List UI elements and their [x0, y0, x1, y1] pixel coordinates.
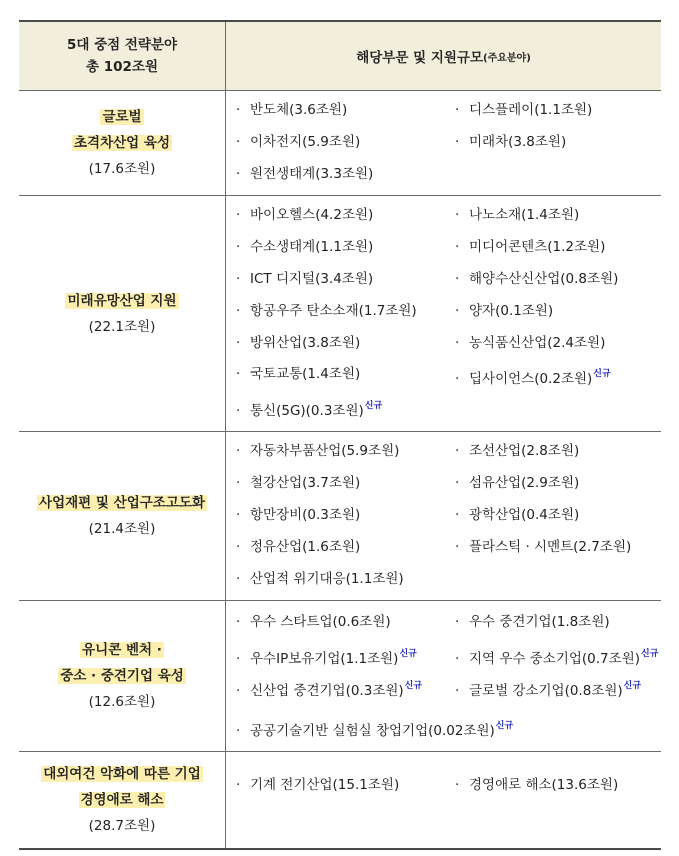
sector-label: 나노소재(1.4조원) — [469, 207, 580, 223]
strategy-table — [19, 20, 661, 850]
category-amount: (22.1조원) — [88, 318, 156, 335]
sector-label: 섬유산업(2.9조원) — [469, 474, 580, 491]
bullet-icon: · — [455, 506, 460, 523]
new-badge: 신규 — [593, 369, 611, 380]
category-amount: (12.6조원) — [88, 694, 156, 710]
sector-label: 바이오헬스(4.2조원) — [250, 207, 374, 223]
bullet-icon: · — [236, 570, 241, 587]
bullet-icon: · — [236, 722, 241, 739]
header-right-title: 해당부문 및 지원규모 — [356, 50, 483, 66]
header-left-title: 5대 중점 전략분야 — [66, 37, 178, 53]
category-amount: (17.6조원) — [88, 161, 156, 177]
bullet-icon: · — [236, 207, 241, 223]
sector-item — [236, 532, 455, 564]
new-badge: 신규 — [495, 720, 514, 731]
bullet-icon: · — [236, 506, 241, 523]
sector-label: 조선산업(2.8조원) — [469, 443, 580, 459]
sector-item — [455, 532, 661, 564]
sector-label: 지역 우수 중소기업(0.7조원) — [469, 650, 640, 667]
bullet-icon: · — [455, 650, 460, 667]
sector-item — [455, 232, 661, 264]
sector-label: 항공우주 탄소소재(1.7조원) — [250, 302, 417, 319]
sector-item — [236, 264, 455, 296]
category-title: 초격차산업 육성 — [74, 135, 170, 151]
sector-label: 플라스틱 · 시멘트(2.7조원) — [469, 538, 632, 555]
bullet-icon: · — [455, 371, 460, 388]
sector-label: 신산업 중견기업(0.3조원) — [250, 682, 404, 699]
new-badge: 신규 — [623, 680, 642, 691]
sector-item — [236, 296, 455, 328]
bullet-icon: · — [236, 474, 241, 491]
bullet-icon: · — [236, 366, 241, 383]
sector-item — [236, 391, 661, 423]
sector-label: 우수 중견기업(1.8조원) — [469, 614, 610, 630]
sector-label: 철강산업(3.7조원) — [250, 474, 361, 491]
sector-list-cell — [226, 432, 661, 600]
sector-item — [455, 770, 661, 802]
bullet-icon: · — [236, 238, 241, 255]
sector-label: 미래차(3.8조원) — [469, 133, 567, 150]
bullet-icon: · — [455, 334, 460, 351]
bullet-icon: · — [236, 302, 241, 319]
sector-list-cell — [226, 752, 661, 848]
sector-item — [236, 159, 661, 191]
bullet-icon: · — [236, 538, 241, 555]
sector-item — [236, 639, 455, 671]
sector-label: 경영애로 해소(13.6조원) — [469, 777, 619, 793]
sector-item — [236, 671, 455, 703]
bullet-icon: · — [455, 270, 460, 287]
sector-label: 농식품신산업(2.4조원) — [469, 334, 606, 351]
bullet-icon: · — [236, 443, 241, 459]
category-title: 대외여건 악화에 따른 기업 — [43, 766, 201, 782]
header-left-total: 총 102조원 — [85, 59, 158, 75]
category-row-restructuring — [19, 432, 661, 601]
header-left-cell — [19, 22, 226, 90]
category-cell — [19, 601, 226, 751]
category-title: 중소 · 중견기업 육성 — [60, 668, 184, 684]
sector-label: 디스플레이(1.1조원) — [469, 102, 593, 118]
category-amount: (28.7조원) — [88, 818, 156, 834]
category-title: 사업재편 및 산업구조고도화 — [39, 495, 205, 511]
category-title: 유니콘 벤처 · — [82, 642, 162, 658]
sector-item — [455, 639, 661, 671]
sector-label: 원전생태계(3.3조원) — [250, 165, 374, 182]
sector-item — [236, 770, 455, 802]
sector-label: 방위산업(3.8조원) — [250, 334, 361, 351]
category-row-unicorn-venture-sme — [19, 601, 661, 752]
category-cell — [19, 752, 226, 848]
sector-label: 공공기술기반 실험실 창업기업(0.02조원) — [250, 722, 495, 739]
bullet-icon: · — [455, 777, 460, 793]
bullet-icon: · — [236, 403, 241, 420]
sector-item — [236, 359, 455, 391]
sector-label: 우수IP보유기업(1.1조원) — [250, 650, 399, 667]
sector-list-cell — [226, 601, 661, 751]
bullet-icon: · — [455, 102, 460, 118]
bullet-icon: · — [455, 474, 460, 491]
bullet-icon: · — [455, 443, 460, 459]
sector-item — [236, 95, 455, 127]
sector-label: 양자(0.1조원) — [469, 302, 554, 319]
bullet-icon: · — [455, 207, 460, 223]
bullet-icon: · — [236, 102, 241, 118]
sector-item — [236, 468, 455, 500]
sector-item — [455, 328, 661, 360]
bullet-icon: · — [236, 682, 241, 699]
header-right-cell — [226, 22, 661, 90]
sector-label: 광학산업(0.4조원) — [469, 506, 580, 523]
sector-item — [455, 468, 661, 500]
sector-label: 이차전지(5.9조원) — [250, 133, 361, 150]
category-amount: (21.4조원) — [88, 521, 156, 537]
sector-item — [455, 607, 661, 639]
bullet-icon: · — [236, 650, 241, 667]
header-right-subtitle: (주요분야) — [483, 52, 531, 64]
sector-label: 정유산업(1.6조원) — [250, 538, 361, 555]
bullet-icon: · — [455, 614, 460, 630]
category-title: 글로벌 — [102, 109, 142, 125]
new-badge: 신규 — [399, 648, 417, 659]
sector-label: 글로벌 강소기업(0.8조원) — [469, 682, 623, 699]
sector-item — [236, 500, 455, 532]
sector-item — [455, 436, 661, 468]
sector-label: 해양수산신산업(0.8조원) — [469, 270, 619, 287]
sector-item — [236, 607, 455, 639]
sector-item — [455, 296, 661, 328]
sector-item — [236, 436, 455, 468]
sector-label: 산업적 위기대응(1.1조원) — [250, 570, 404, 587]
sector-list-cell — [226, 196, 661, 431]
bullet-icon: · — [236, 270, 241, 287]
bullet-icon: · — [455, 302, 460, 319]
bullet-icon: · — [236, 777, 241, 793]
category-title: 미래유망산업 지원 — [67, 292, 177, 309]
sector-label: 딥사이언스(0.2조원) — [469, 371, 593, 388]
sector-item — [455, 200, 661, 232]
sector-item — [455, 264, 661, 296]
category-cell — [19, 432, 226, 600]
sector-item — [455, 500, 661, 532]
bullet-icon: · — [455, 238, 460, 255]
sector-item — [236, 564, 661, 596]
sector-list-cell — [226, 91, 661, 195]
category-row-future-promising — [19, 196, 661, 432]
sector-label: 반도체(3.6조원) — [250, 102, 348, 118]
sector-label: 국토교통(1.4조원) — [250, 366, 361, 383]
bullet-icon: · — [236, 614, 241, 630]
sector-item — [236, 328, 455, 360]
sector-item — [455, 95, 661, 127]
new-badge: 신규 — [364, 401, 383, 412]
new-badge: 신규 — [641, 648, 659, 659]
bullet-icon: · — [236, 165, 241, 182]
category-cell — [19, 91, 226, 195]
new-badge: 신규 — [404, 680, 423, 691]
sector-item — [236, 232, 455, 264]
bullet-icon: · — [455, 133, 460, 150]
sector-item — [236, 711, 661, 743]
sector-label: 자동차부품산업(5.9조원) — [250, 443, 400, 459]
bullet-icon: · — [236, 133, 241, 150]
sector-item — [455, 359, 661, 391]
category-row-global-super-gap — [19, 91, 661, 196]
sector-item — [455, 671, 661, 703]
sector-item — [455, 127, 661, 159]
sector-item — [236, 127, 455, 159]
category-cell — [19, 196, 226, 431]
bullet-icon: · — [455, 682, 460, 699]
bullet-icon: · — [236, 334, 241, 351]
table-header-row — [19, 22, 661, 91]
sector-label: 미디어콘텐츠(1.2조원) — [469, 238, 606, 255]
bullet-icon: · — [455, 538, 460, 555]
sector-label: 통신(5G)(0.3조원) — [250, 403, 364, 420]
sector-label: ICT 디지털(3.4조원) — [250, 270, 374, 287]
sector-label: 수소생태계(1.1조원) — [250, 238, 374, 255]
category-row-external-conditions — [19, 752, 661, 848]
sector-label: 기계 전기산업(15.1조원) — [250, 777, 400, 793]
sector-label: 항만장비(0.3조원) — [250, 506, 361, 523]
category-title: 경영애로 해소 — [80, 792, 164, 808]
sector-item — [236, 200, 455, 232]
sector-label: 우수 스타트업(0.6조원) — [250, 614, 391, 630]
